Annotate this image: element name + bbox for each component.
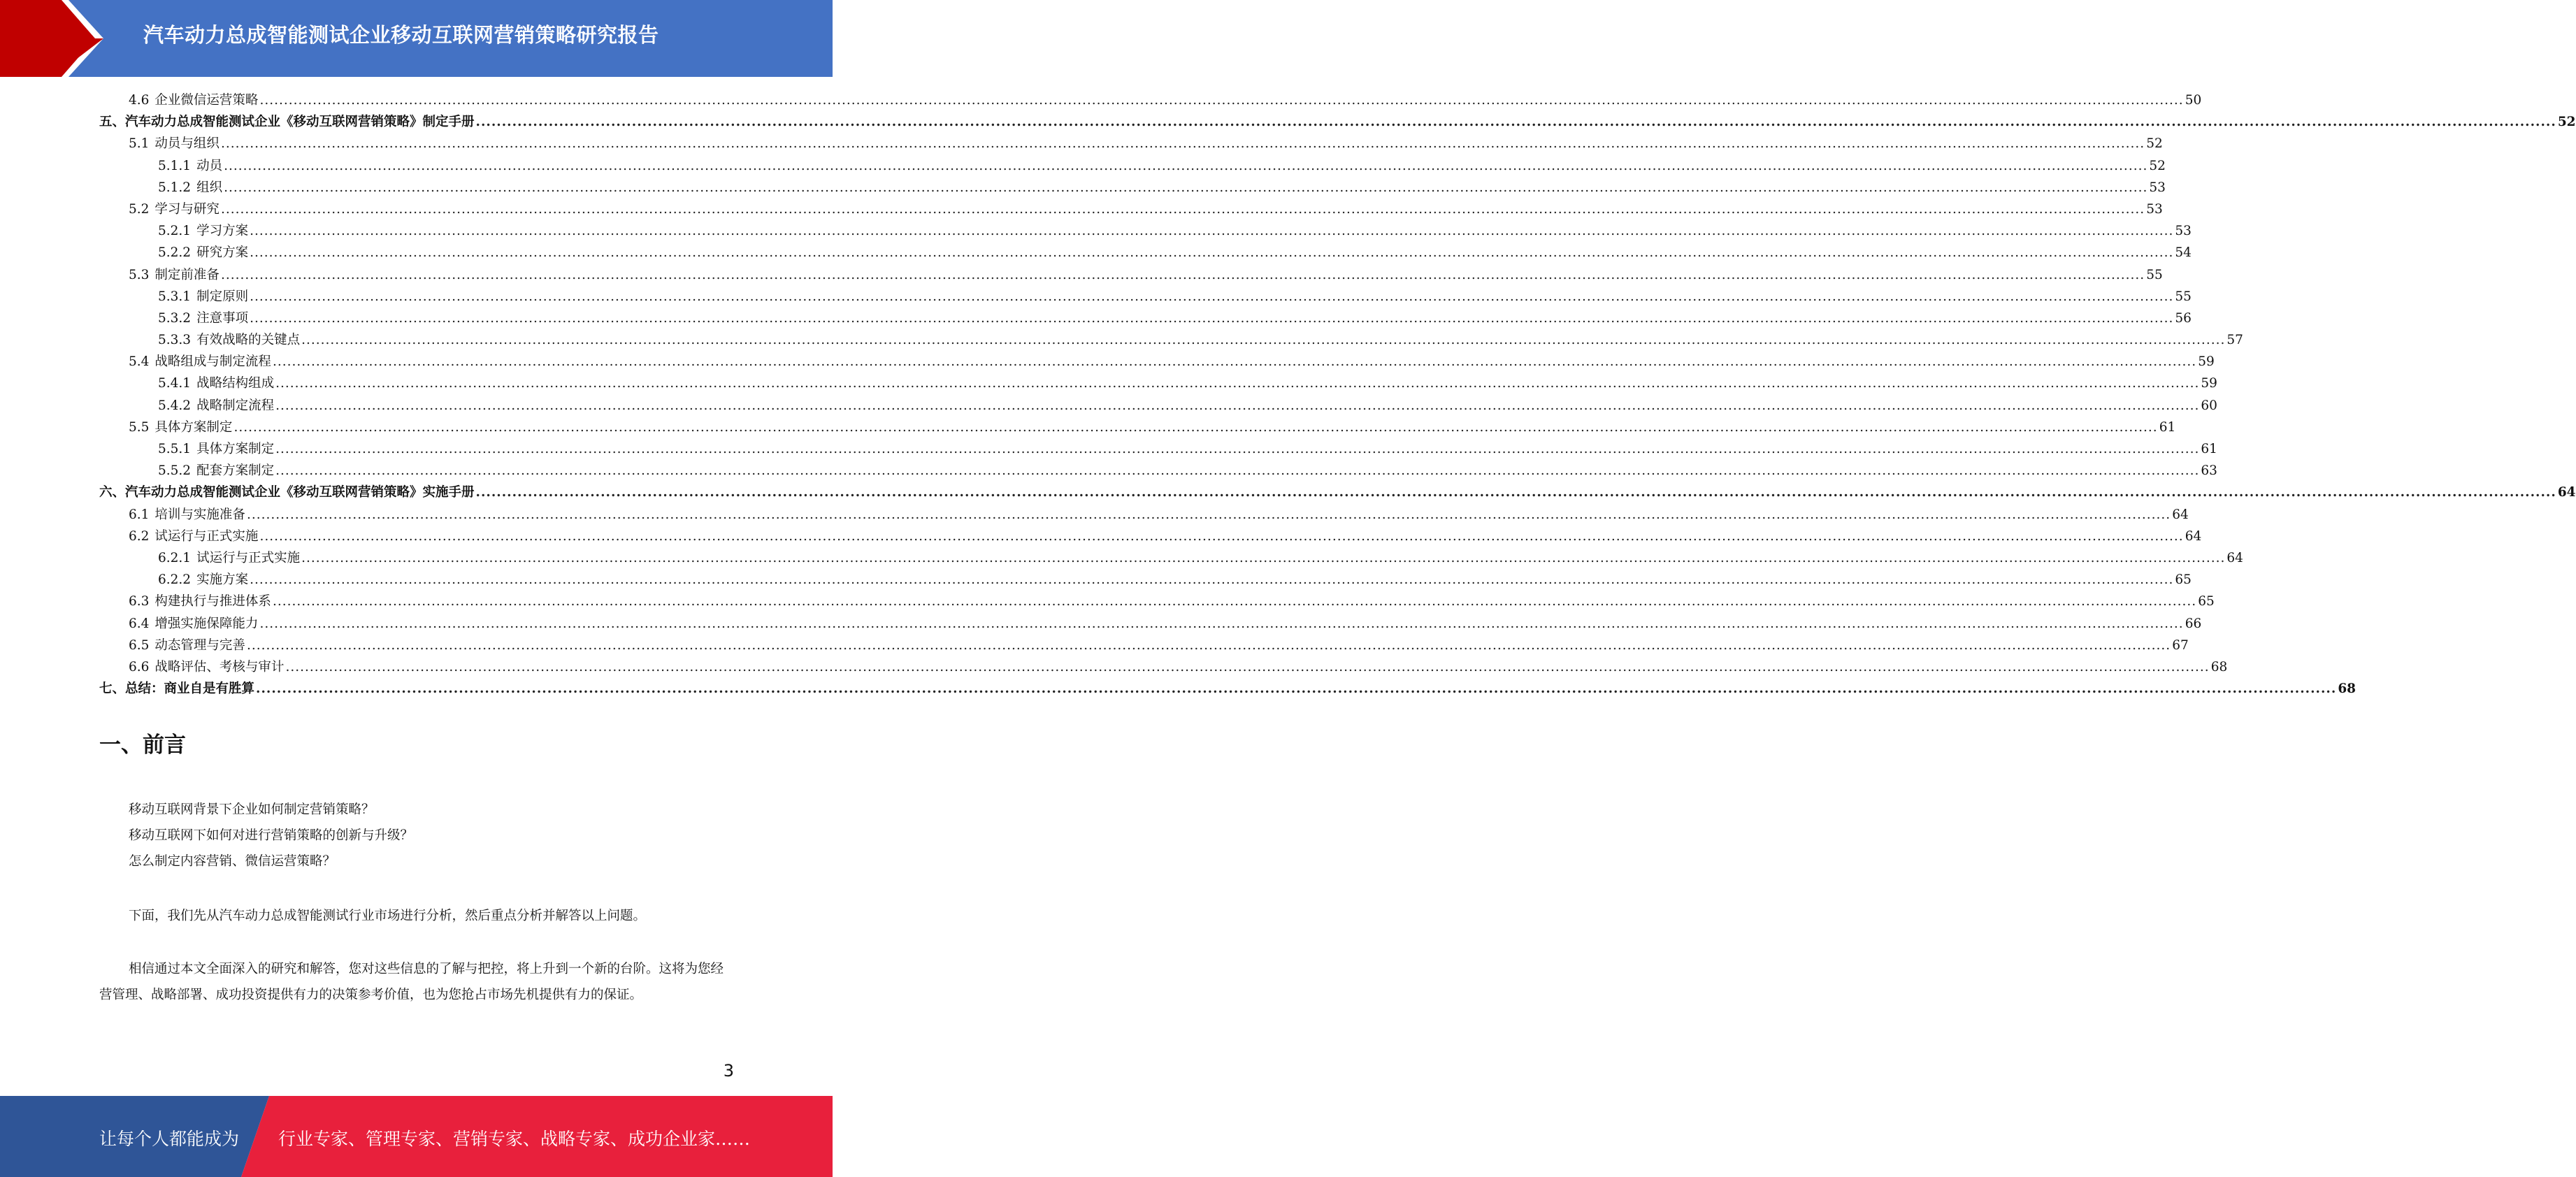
toc-entry[interactable] <box>99 635 2189 656</box>
toc-entry-page: 65 <box>2198 594 2215 609</box>
toc-entry-title: 构建执行与推进体系 <box>154 594 271 609</box>
intro-paragraph-2: 相信通过本文全面深入的研究和解答，您对这些信息的了解与把控，将上升到一个新的台阶。这将为您经营管理、战略部署、成功投资提供有力的决策参考价值，也为您抢占市场先机提供有力的保证。 <box>99 962 724 1002</box>
toc-entry-number: 6.2.1 <box>158 550 192 565</box>
question-1: 移动互联网背景下企业如何制定营销策略？ <box>129 802 375 817</box>
toc-entry-number: 5.5 <box>129 419 150 435</box>
toc-entry-page: 60 <box>2201 398 2217 413</box>
toc-dot-leader: ................................................................................................................................................................................................................................................................................................................................................................................................................ <box>256 681 2337 697</box>
toc-entry[interactable] <box>99 373 2217 394</box>
toc-entry-number: 5.3.1 <box>158 289 192 304</box>
toc-entry-number: 5.4.2 <box>158 398 192 413</box>
toc-entry-number: 5.3.2 <box>158 310 192 326</box>
toc-entry-number: 6.5 <box>129 637 150 653</box>
toc-entry-label <box>158 373 274 394</box>
toc-entry-page: 64 <box>2557 485 2576 500</box>
toc-entry-label <box>129 504 245 526</box>
toc-entry[interactable] <box>99 438 2217 460</box>
toc-entry-title: 汽车动力总成智能测试企业《移动互联网营销策略》制定手册 <box>125 115 475 130</box>
footer-slogan-right: 行业专家、管理专家、营销专家、战略专家、成功企业家…… <box>278 1129 751 1149</box>
toc-dot-leader: ................................................................................................................................................................................................................................................................................................................................................................................................................ <box>259 616 2184 631</box>
toc-entry-label <box>99 111 475 133</box>
toc-entry[interactable] <box>99 351 2215 373</box>
page-header <box>0 0 833 77</box>
toc-entry-page: 67 <box>2172 637 2189 653</box>
toc-entry-label <box>158 547 300 569</box>
toc-entry-title: 动员 <box>196 158 223 173</box>
toc-entry-page: 61 <box>2201 442 2217 456</box>
toc-entry[interactable] <box>99 526 2202 547</box>
toc-entry[interactable] <box>99 89 2202 111</box>
toc-entry-number: 5.3.3 <box>158 333 192 348</box>
toc-entry-page: 53 <box>2175 224 2192 239</box>
toc-entry-number: 六、 <box>99 485 126 500</box>
toc-dot-leader: ................................................................................................................................................................................................................................................................................................................................................................................................................ <box>233 419 2158 435</box>
toc-entry[interactable] <box>99 613 2202 635</box>
toc-entry-page: 65 <box>2175 572 2192 588</box>
toc-entry-number: 5.4 <box>129 354 150 370</box>
toc-entry-page: 59 <box>2201 376 2217 391</box>
toc-dot-leader: ................................................................................................................................................................................................................................................................................................................................................................................................................ <box>475 115 2556 130</box>
toc-entry[interactable] <box>99 198 2163 220</box>
toc-dot-leader: ................................................................................................................................................................................................................................................................................................................................................................................................................ <box>275 442 2200 456</box>
toc-entry-title: 总结：商业自是有胜算 <box>125 681 255 697</box>
toc-entry[interactable] <box>99 220 2192 242</box>
toc-entry[interactable] <box>99 242 2192 263</box>
toc-dot-leader: ................................................................................................................................................................................................................................................................................................................................................................................................................ <box>259 93 2184 108</box>
toc-entry-label <box>129 264 220 286</box>
toc-entry-title: 战略制定流程 <box>196 398 275 413</box>
toc-entry-page: 64 <box>2185 528 2202 544</box>
toc-entry-title: 战略结构组成 <box>196 376 275 391</box>
toc-entry-page: 68 <box>2338 681 2356 697</box>
toc-entry-label <box>158 308 248 329</box>
footer-slogan-left: 让每个人都能成为 <box>99 1129 240 1149</box>
toc-entry-page: 55 <box>2175 289 2192 304</box>
toc-entry-title: 动态管理与完善 <box>154 637 245 653</box>
toc-entry-title: 战略组成与制定流程 <box>154 354 271 370</box>
toc-dot-leader: ................................................................................................................................................................................................................................................................................................................................................................................................................ <box>250 572 2174 588</box>
toc-entry-number: 5.5.1 <box>158 442 192 456</box>
toc-entry-number: 5.1.2 <box>158 180 192 195</box>
toc-entry-label <box>129 351 271 373</box>
toc-entry-title: 企业微信运营策略 <box>154 93 259 108</box>
toc-entry-number: 5.1 <box>129 136 150 152</box>
toc-entry[interactable] <box>99 111 2576 133</box>
toc-entry-number: 七、 <box>99 681 126 697</box>
toc-entry-number: 6.2.2 <box>158 572 192 588</box>
toc-entry-page: 64 <box>2226 550 2243 565</box>
toc-entry-page: 53 <box>2146 201 2163 217</box>
toc-dot-leader: ................................................................................................................................................................................................................................................................................................................................................................................................................ <box>275 398 2200 413</box>
header-title: 汽车动力总成智能测试企业移动互联网营销策略研究报告 <box>143 23 659 47</box>
toc-entry[interactable] <box>99 177 2166 198</box>
toc-dot-leader: ................................................................................................................................................................................................................................................................................................................................................................................................................ <box>250 224 2174 239</box>
toc-entry-number: 6.2 <box>129 528 150 544</box>
toc-dot-leader: ................................................................................................................................................................................................................................................................................................................................................................................................................ <box>275 376 2200 391</box>
toc-entry[interactable] <box>99 264 2163 286</box>
toc-dot-leader: ................................................................................................................................................................................................................................................................................................................................................................................................................ <box>272 594 2197 609</box>
toc-entry[interactable] <box>99 460 2217 482</box>
toc-dot-leader: ................................................................................................................................................................................................................................................................................................................................................................................................................ <box>301 333 2226 348</box>
toc-entry[interactable] <box>99 591 2215 612</box>
toc-entry-number: 6.1 <box>129 507 150 522</box>
toc-entry-page: 57 <box>2226 333 2243 348</box>
toc-entry-title: 制定原则 <box>196 289 249 304</box>
toc-entry-title: 注意事项 <box>196 310 249 326</box>
toc-entry-label <box>158 155 222 177</box>
toc-entry-number: 5.1.1 <box>158 158 192 173</box>
toc-entry-number: 5.3 <box>129 267 150 282</box>
toc-dot-leader: ................................................................................................................................................................................................................................................................................................................................................................................................................ <box>220 267 2145 282</box>
toc-entry-label <box>158 242 248 263</box>
toc-dot-leader: ................................................................................................................................................................................................................................................................................................................................................................................................................ <box>224 158 2148 173</box>
toc-entry-title: 汽车动力总成智能测试企业《移动互联网营销策略》实施手册 <box>125 485 475 500</box>
toc-dot-leader: ................................................................................................................................................................................................................................................................................................................................................................................................................ <box>246 507 2171 522</box>
toc-entry-title: 配套方案制定 <box>196 463 275 479</box>
toc-entry-title: 培训与实施准备 <box>154 507 245 522</box>
toc-dot-leader: ................................................................................................................................................................................................................................................................................................................................................................................................................ <box>224 180 2148 195</box>
toc-entry-label <box>129 133 220 154</box>
toc-entry-title: 增强实施保障能力 <box>154 616 259 631</box>
toc-dot-leader: ................................................................................................................................................................................................................................................................................................................................................................................................................ <box>250 245 2174 261</box>
toc-entry-title: 有效战略的关键点 <box>196 333 301 348</box>
toc-entry-label <box>129 526 258 547</box>
question-2: 移动互联网下如何对进行营销策略的创新与升级？ <box>129 828 414 843</box>
toc-dot-leader: ................................................................................................................................................................................................................................................................................................................................................................................................................ <box>220 136 2145 152</box>
toc-entry-title: 战略评估、考核与审计 <box>154 659 285 674</box>
toc-entry-page: 50 <box>2185 93 2202 108</box>
toc-entry-label <box>158 329 300 351</box>
toc-dot-leader: ................................................................................................................................................................................................................................................................................................................................................................................................................ <box>475 485 2556 500</box>
toc-entry-label <box>129 656 284 678</box>
question-3: 怎么制定内容营销、微信运营策略？ <box>129 854 336 869</box>
toc-dot-leader: ................................................................................................................................................................................................................................................................................................................................................................................................................ <box>250 289 2174 304</box>
toc-entry-title: 实施方案 <box>196 572 249 588</box>
toc-entry-title: 动员与组织 <box>154 136 220 152</box>
toc-entry-number: 5.2.2 <box>158 245 192 261</box>
table-of-contents <box>99 89 2576 700</box>
toc-entry-label <box>129 198 220 220</box>
toc-entry[interactable] <box>99 133 2163 154</box>
toc-entry-title: 试运行与正式实施 <box>154 528 259 544</box>
toc-entry[interactable] <box>99 395 2217 417</box>
toc-entry-label <box>129 635 245 656</box>
toc-entry[interactable] <box>99 286 2192 308</box>
toc-dot-leader: ................................................................................................................................................................................................................................................................................................................................................................................................................ <box>272 354 2197 370</box>
toc-entry-label <box>158 395 274 417</box>
toc-entry-title: 试运行与正式实施 <box>196 550 301 565</box>
toc-dot-leader: ................................................................................................................................................................................................................................................................................................................................................................................................................ <box>246 637 2171 653</box>
toc-entry-number: 5.5.2 <box>158 463 192 479</box>
toc-dot-leader: ................................................................................................................................................................................................................................................................................................................................................................................................................ <box>259 528 2184 544</box>
toc-dot-leader: ................................................................................................................................................................................................................................................................................................................................................................................................................ <box>220 201 2145 217</box>
toc-entry-number: 五、 <box>99 115 126 130</box>
toc-entry-label <box>129 89 258 111</box>
toc-entry-label <box>158 460 274 482</box>
toc-entry-label <box>129 591 271 612</box>
toc-entry[interactable] <box>99 569 2192 591</box>
toc-entry-title: 制定前准备 <box>154 267 220 282</box>
toc-dot-leader: ................................................................................................................................................................................................................................................................................................................................................................................................................ <box>301 550 2226 565</box>
toc-entry-page: 63 <box>2201 463 2217 479</box>
toc-entry-page: 59 <box>2198 354 2215 370</box>
toc-entry-label <box>158 569 248 591</box>
toc-entry-number: 6.4 <box>129 616 150 631</box>
section-heading: 一、前言 <box>99 732 186 758</box>
page-number: 3 <box>723 1061 734 1081</box>
toc-entry-title: 组织 <box>196 180 223 195</box>
toc-entry-page: 66 <box>2185 616 2202 631</box>
toc-entry[interactable] <box>99 417 2176 438</box>
toc-entry-label <box>99 482 475 503</box>
toc-entry-title: 具体方案制定 <box>154 419 233 435</box>
toc-entry-title: 学习与研究 <box>154 201 220 217</box>
toc-entry[interactable] <box>99 482 2576 503</box>
toc-entry-page: 55 <box>2146 267 2163 282</box>
page-footer <box>0 1096 833 1177</box>
toc-entry-title: 学习方案 <box>196 224 249 239</box>
toc-entry-page: 56 <box>2175 310 2192 326</box>
toc-entry-page: 53 <box>2149 180 2166 195</box>
toc-entry-page: 61 <box>2159 419 2176 435</box>
toc-entry-page: 68 <box>2210 659 2228 674</box>
toc-entry-label <box>99 678 254 700</box>
toc-entry[interactable] <box>99 329 2243 351</box>
toc-dot-leader: ................................................................................................................................................................................................................................................................................................................................................................................................................ <box>275 463 2200 479</box>
intro-paragraph-1: 下面，我们先从汽车动力总成智能测试行业市场进行分析，然后重点分析并解答以上问题。 <box>129 909 647 923</box>
toc-entry-label <box>158 220 248 242</box>
toc-entry-page: 52 <box>2557 115 2576 130</box>
toc-entry-label <box>158 286 248 308</box>
toc-entry[interactable] <box>99 656 2228 678</box>
toc-entry[interactable] <box>99 547 2243 569</box>
toc-entry-number: 5.2 <box>129 201 150 217</box>
toc-entry-label <box>129 613 258 635</box>
toc-dot-leader: ................................................................................................................................................................................................................................................................................................................................................................................................................ <box>250 310 2174 326</box>
toc-dot-leader: ................................................................................................................................................................................................................................................................................................................................................................................................................ <box>285 659 2210 674</box>
toc-entry-number: 5.2.1 <box>158 224 192 239</box>
toc-entry[interactable] <box>99 308 2192 329</box>
toc-entry-label <box>158 438 274 460</box>
toc-entry[interactable] <box>99 504 2189 526</box>
toc-entry[interactable] <box>99 155 2166 177</box>
toc-entry-label <box>158 177 222 198</box>
toc-entry-page: 54 <box>2175 245 2192 261</box>
toc-entry-page: 52 <box>2149 158 2166 173</box>
toc-entry-page: 52 <box>2146 136 2163 152</box>
toc-entry-number: 4.6 <box>129 93 150 108</box>
toc-entry-label <box>129 417 232 438</box>
toc-entry-title: 研究方案 <box>196 245 249 261</box>
toc-entry-page: 64 <box>2172 507 2189 522</box>
toc-entry-number: 5.4.1 <box>158 376 192 391</box>
toc-entry[interactable] <box>99 678 2356 700</box>
toc-entry-title: 具体方案制定 <box>196 442 275 456</box>
toc-entry-number: 6.6 <box>129 659 150 674</box>
toc-entry-number: 6.3 <box>129 594 150 609</box>
